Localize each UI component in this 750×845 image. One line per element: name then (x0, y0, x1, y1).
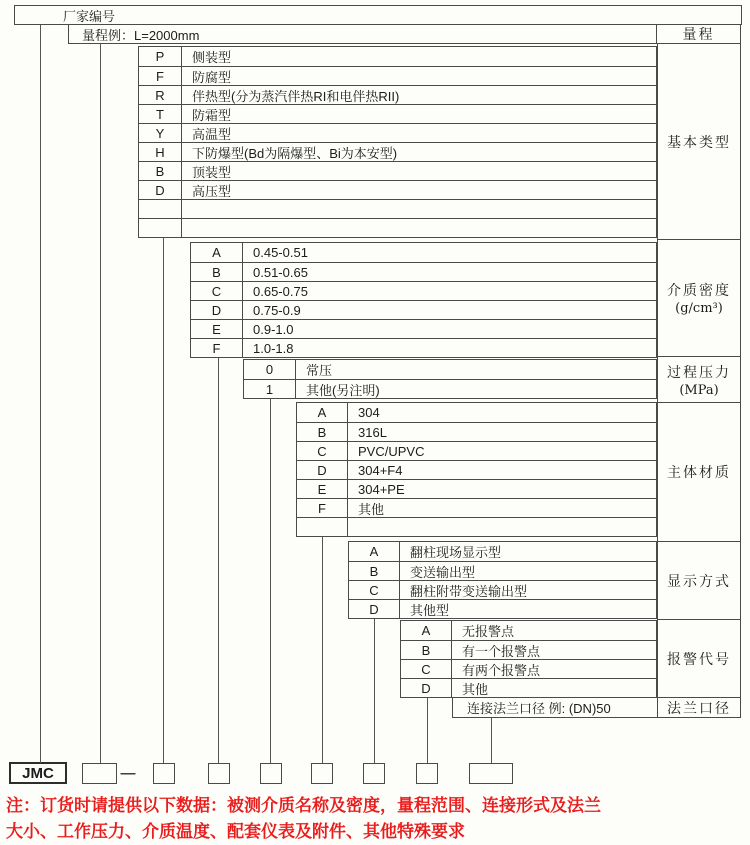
option-row (297, 460, 656, 479)
option-row (297, 517, 656, 536)
option-desc: 其他型 (410, 602, 450, 618)
option-code: B (297, 423, 348, 441)
option-code (297, 518, 348, 536)
option-desc: 高压型 (192, 183, 232, 199)
order-note-line2: 大小、工作压力、介质温度、配套仪表及附件、其他特殊要求 (6, 822, 465, 841)
category-label-text: 量程 (682, 27, 715, 43)
connector-line (322, 537, 323, 763)
option-code: C (297, 442, 348, 460)
category-label-density (658, 240, 740, 357)
code-box-display (363, 763, 385, 784)
option-row (139, 66, 656, 85)
option-code: B (349, 562, 400, 580)
option-code: B (191, 263, 243, 281)
option-code: D (297, 461, 348, 479)
option-code: B (401, 641, 452, 659)
option-row (191, 338, 656, 357)
option-row (139, 142, 656, 161)
option-code: H (139, 143, 182, 161)
option-code: 1 (244, 380, 296, 398)
connector-line (40, 25, 41, 763)
connector-line (100, 44, 101, 763)
option-desc: 翻柱附带变送输出型 (410, 583, 528, 599)
option-code: C (349, 581, 400, 599)
option-code: F (297, 499, 348, 517)
option-desc: 304+F4 (358, 462, 403, 478)
option-row (191, 319, 656, 338)
option-row (139, 180, 656, 199)
category-label-pressure (658, 357, 740, 403)
option-desc: 变送输出型 (410, 564, 476, 580)
option-code: A (297, 403, 348, 422)
option-row (349, 599, 656, 618)
category-label-text: 显示方式 (667, 573, 731, 590)
option-row (191, 281, 656, 300)
option-row (401, 640, 656, 659)
category-label-range (656, 25, 740, 43)
option-desc: 其他(另注明) (306, 382, 380, 398)
option-desc: 顶装型 (192, 164, 232, 180)
code-box-range (82, 763, 117, 784)
option-desc: 304+PE (358, 481, 405, 497)
option-code: R (139, 86, 182, 104)
category-label-text: 主体材质 (667, 465, 731, 481)
section-table-basic_type (138, 46, 657, 238)
option-row (191, 300, 656, 319)
option-desc: 翻柱现场显示型 (410, 545, 502, 560)
option-row (297, 422, 656, 441)
option-desc: 0.45-0.51 (253, 245, 308, 260)
category-label-flange (658, 698, 740, 718)
category-label-text: 介质密度 (667, 283, 731, 299)
option-code: F (191, 339, 243, 357)
option-row (401, 678, 656, 697)
option-desc: 无报警点 (462, 624, 515, 639)
option-code: A (401, 621, 452, 640)
option-desc: PVC/UPVC (358, 443, 425, 459)
option-desc: 常压 (306, 363, 333, 378)
section-table-density (190, 242, 657, 358)
category-label-column (657, 44, 741, 718)
category-label-text: 法兰口径 (667, 700, 731, 717)
option-row (244, 360, 656, 379)
section-table-alarm (400, 620, 657, 698)
option-row (139, 104, 656, 123)
category-label-text: 报警代号 (667, 651, 731, 668)
connector-line (163, 238, 164, 763)
section-table-display (348, 541, 657, 619)
manufacturer-number-label: 厂家编号 (63, 8, 116, 24)
option-row (139, 218, 656, 237)
option-desc: 其他 (462, 681, 489, 697)
option-desc: 下防爆型(Bd为隔爆型、Bi为本安型) (192, 145, 398, 161)
category-label-subtext: (g/cm³) (675, 301, 723, 316)
connector-line (218, 358, 219, 763)
option-code (139, 200, 182, 218)
option-code: E (297, 480, 348, 498)
option-row (244, 379, 656, 398)
order-note-line1: 注：订货时请提供以下数据：被测介质名称及密度，量程范围、连接形式及法兰 (6, 796, 601, 815)
option-desc: 其他 (358, 501, 385, 517)
option-code: C (401, 660, 452, 678)
option-code (139, 219, 182, 237)
code-box-pressure (260, 763, 282, 784)
option-desc: 高温型 (192, 126, 232, 142)
option-row (297, 441, 656, 460)
code-box-density (208, 763, 230, 784)
option-code: 0 (244, 360, 296, 379)
option-desc: 0.65-0.75 (253, 283, 308, 299)
code-box-flange (469, 763, 513, 784)
option-row (349, 561, 656, 580)
range-row (68, 25, 741, 44)
option-row (139, 161, 656, 180)
option-desc: 侧装型 (192, 50, 232, 65)
option-row (349, 542, 656, 561)
option-code: D (191, 301, 243, 319)
option-row (297, 403, 656, 422)
connector-line (374, 619, 375, 763)
code-box-alarm (416, 763, 438, 784)
option-row (139, 85, 656, 104)
range-example-text: 量程例：L=2000mm (82, 27, 200, 43)
option-desc: 防霜型 (192, 107, 232, 123)
category-label-alarm (658, 620, 740, 698)
code-box-basic_type (153, 763, 175, 784)
option-code: D (401, 679, 452, 697)
option-code: A (191, 243, 243, 262)
category-label-display (658, 542, 740, 620)
option-code: F (139, 67, 182, 85)
connector-line (427, 698, 428, 763)
option-desc: 防腐型 (192, 69, 232, 85)
option-desc: 有两个报警点 (462, 662, 541, 678)
option-code: D (139, 181, 182, 199)
dash-separator: — (120, 765, 136, 782)
option-desc: 0.51-0.65 (253, 264, 308, 280)
connector-line (270, 399, 271, 763)
section-table-material (296, 402, 657, 537)
option-desc: 304 (358, 405, 380, 420)
option-row (297, 498, 656, 517)
option-row (401, 621, 656, 640)
option-code: A (349, 542, 400, 561)
option-code: E (191, 320, 243, 338)
manufacturer-number-box (14, 5, 742, 25)
option-code: B (139, 162, 182, 180)
order-note (6, 793, 746, 845)
category-label-basic_type (658, 44, 740, 240)
option-code: C (191, 282, 243, 300)
code-box-material (311, 763, 333, 784)
option-desc: 0.9-1.0 (253, 321, 294, 337)
option-row (139, 47, 656, 66)
section-table-pressure (243, 359, 657, 399)
flange-desc: 连接法兰口径 例: (DN)50 (467, 701, 611, 716)
option-row (139, 199, 656, 218)
option-code: Y (139, 124, 182, 142)
option-code: P (139, 47, 182, 66)
model-prefix-text: JMC (22, 764, 54, 782)
option-row (401, 659, 656, 678)
model-prefix-box (9, 762, 67, 784)
flange-row (452, 698, 657, 718)
option-row (349, 580, 656, 599)
option-code: T (139, 105, 182, 123)
category-label-subtext: (MPa) (679, 382, 719, 398)
option-desc: 1.0-1.8 (253, 340, 294, 356)
option-code: D (349, 600, 400, 618)
option-desc: 0.75-0.9 (253, 302, 301, 318)
option-row (297, 479, 656, 498)
option-desc: 伴热型(分为蒸汽伴热RI和电伴热RII) (192, 88, 400, 104)
category-label-text: 基本类型 (667, 134, 731, 151)
option-row (191, 262, 656, 281)
connector-line (491, 718, 492, 763)
option-desc: 316L (358, 424, 387, 440)
option-desc: 有一个报警点 (462, 643, 541, 659)
option-row (191, 243, 656, 262)
category-label-material (658, 403, 740, 542)
category-label-text: 过程压力 (667, 364, 731, 381)
option-row (139, 123, 656, 142)
